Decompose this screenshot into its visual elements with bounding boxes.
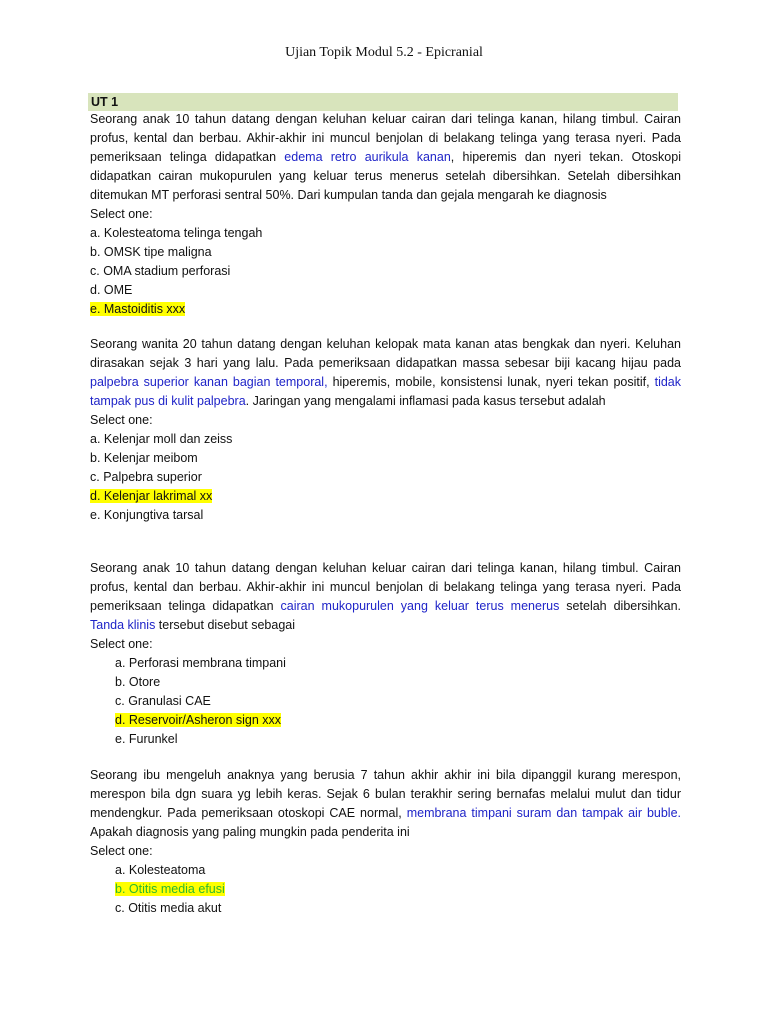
question-1 [90,110,681,319]
emphasis-text: cairan mukopurulen yang keluar terus menerus [280,599,560,613]
option-a[interactable]: a. Kolesteatoma [115,863,206,877]
question-2 [90,335,681,525]
emphasis-text: edema retro aurikula kanan [284,150,451,164]
select-one-label: Select one: [90,844,153,858]
select-one-label: Select one: [90,637,153,651]
option-b[interactable]: b. OMSK tipe maligna [90,245,212,259]
emphasis-text: palpebra superior kanan bagian temporal, [90,375,328,389]
option-c[interactable]: c. OMA stadium perforasi [90,264,231,278]
question-4-text: Seorang ibu mengeluh anaknya yang berusia 7 tahun akhir akhir ini bila dipanggil kurang merespon, merespon bila dgn suara yg lebih keras. Sejak 6 bulan terakhir sering bernafas melalui mulut dan tidur mendengkur. Pada pemeriksaan otoskopi CAE normal, membrana timpani suram dan tampak air buble. Apakah diagnosis yang paling mungkin pada penderita ini [90,768,681,839]
question-3-text: Seorang anak 10 tahun datang dengan keluhan keluar cairan dari telinga kanan, hilang timbul. Cairan profus, kental dan berbau. Akhir-akhir ini muncul benjolan di belakang telinga yang terasa nyeri. Pada pemeriksaan telinga didapatkan cairan mukopurulen yang keluar terus menerus setelah dibersihkan. Tanda klinis tersebut disebut sebagai [90,561,682,632]
question-4 [90,766,681,918]
answer-highlight: d. Reservoir/Asheron sign xxx [115,713,282,727]
option-a[interactable]: a. Kolesteatoma telinga tengah [90,226,263,240]
document-title: Ujian Topik Modul 5.2 - Epicranial [285,45,483,60]
option-b[interactable]: b. Otore [115,675,161,689]
question-1-text: Seorang anak 10 tahun datang dengan keluhan keluar cairan dari telinga kanan, hilang timbul. Cairan profus, kental dan berbau. Akhir-akhir ini muncul benjolan di belakang telinga yang terasa nyeri. Pada pemeriksaan telinga didapatkan edema retro aurikula kanan, hiperemis dan nyeri tekan. Otoskopi didapatkan cairan mukopurulen yang keluar terus menerus setelah dibersihkan. Setelah dibersihkan ditemukan MT perforasi sentral 50%. Dari kumpulan tanda dan gejala mengarah ke diagnosis [90,112,681,202]
answer-highlight: b. Otitis media efusi [115,882,225,896]
question-2-text: Seorang wanita 20 tahun datang dengan keluhan kelopak mata kanan atas bengkak dan nyeri. Keluhan dirasakan sejak 3 hari yang lalu. Pada pemeriksaan didapatkan massa sebesar biji kacang hijau pada palpebra superior kanan bagian temporal, hiperemis, mobile, konsistensi lunak, nyeri tekan positif, tidak tampak pus di kulit palpebra. Jaringan yang mengalami inflamasi pada kasus tersebut adalah [90,337,681,408]
option-d[interactable]: d. OME [90,283,133,297]
option-b[interactable]: b. Kelenjar meibom [90,451,198,465]
option-e[interactable]: e. Furunkel [115,732,178,746]
section-header-bar: UT 1 [88,93,678,111]
select-one-label: Select one: [90,413,153,427]
emphasis-text: tidak tampak pus di kulit palpebra [90,375,681,408]
option-d[interactable] [90,487,681,506]
answer-highlight: e. Mastoiditis xxx [90,302,186,316]
emphasis-text: Tanda klinis [90,618,156,632]
option-a[interactable]: a. Kelenjar moll dan zeiss [90,432,233,446]
option-d[interactable] [90,711,681,730]
emphasis-text: membrana timpani suram dan tampak air buble. [406,806,681,820]
option-c[interactable]: c. Palpebra superior [90,470,202,484]
option-c[interactable]: c. Otitis media akut [115,901,222,915]
select-one-label: Select one: [90,207,153,221]
option-b[interactable] [90,880,681,899]
option-c[interactable]: c. Granulasi CAE [115,694,211,708]
question-3 [90,559,681,749]
option-e[interactable]: e. Konjungtiva tarsal [90,508,204,522]
answer-highlight: d. Kelenjar lakrimal xx [90,489,213,503]
option-a[interactable]: a. Perforasi membrana timpani [115,656,286,670]
option-e[interactable] [90,300,681,319]
